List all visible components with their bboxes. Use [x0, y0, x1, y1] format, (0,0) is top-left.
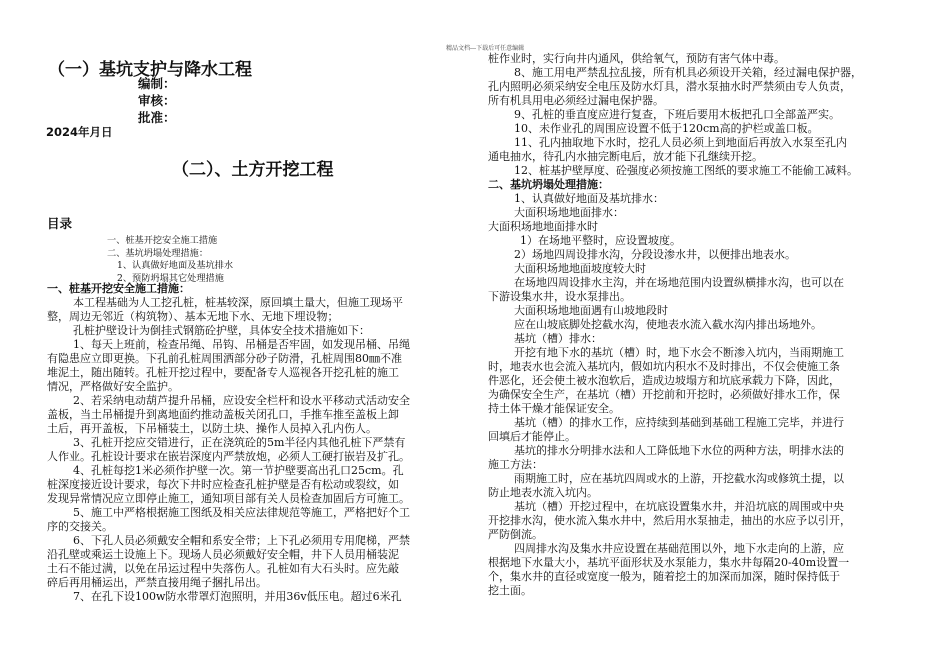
left-line-12: 人作业。孔桩设计要求在嵌岩深度内严禁放炮，必须人工硬打嵌岩及扩孔。: [47, 450, 410, 463]
right-line-5: 10、未作业孔的周围应设置不低于120cm高的护栏或盖口板。: [514, 122, 819, 135]
section-title-2: （二）、土方开挖工程: [172, 160, 334, 180]
left-line-20: 土石不能过满，以免在吊运过程中失落伤人。孔桩如有大石头时。应先敲: [47, 562, 399, 575]
header-note: 精品文档---下载后可任意编辑: [446, 45, 525, 52]
right-line-32: 基坑（槽）开挖过程中，在坑底设置集水井，并沿坑底的周围或中央: [514, 500, 844, 513]
right-line-23: 件恶化，还会使土被水泡软后，造成边坡塌方和坑底承载力下降，因此，: [488, 374, 840, 387]
right-line-21: 开挖有地下水的基坑（槽）时，地下水会不断渗入坑内，当雨期施工: [514, 346, 844, 359]
left-line-4: 1、每天上班前，检查吊绳、吊钩、吊桶是否牢固，如发现吊桶、吊绳: [73, 338, 410, 351]
right-line-6: 11、孔内抽取地下水时，挖孔人员必须上到地面后再放入水泵至孔内: [514, 136, 847, 149]
left-line-22: 7、在孔下设100w防水带罩灯泡照明，并用36v低压电。超过6米孔: [73, 590, 402, 603]
left-line-11: 3、孔桩开挖应交错进行，正在浇筑砼的5m半径内其他孔桩下严禁有: [73, 436, 406, 449]
right-line-36: 根据地下水量大小，基坑平面形状及水泵能力，集水井每隔20-40m设置一: [488, 556, 850, 569]
right-line-14: 2）场地四周设排水沟，分段设渗水井，以便排出地表水。: [514, 248, 796, 261]
left-line-15: 发现异常情况应立即停止施工，通知项目部有关人员检查加固后方可施工。: [47, 492, 410, 505]
right-line-28: 基坑的排水分明排水法和人工降低地下水位的两种方法，明排水法的: [514, 444, 844, 457]
left-line-19: 沿孔壁或乘运土设施上下。现场人员必须戴好安全帽，井下人员用桶装泥: [47, 548, 399, 561]
right-line-8: 12、桩基护壁厚度、砼强度必须按施工图纸的要求施工不能偷工减料。: [514, 164, 858, 177]
right-line-31: 防止地表水流入坑内。: [488, 486, 598, 499]
left-line-21: 碎后再用桶运出，严禁直接用绳子捆扎吊出。: [47, 576, 267, 589]
right-line-18: 大面积场地地面遇有山坡地段时: [514, 304, 668, 317]
right-line-4: 9、孔桩的垂直度应进行复查，下班后要用木板把孔口全部盖严实。: [514, 108, 840, 121]
right-line-37: 个，集水井的直径或宽度一般为，随着挖土的加深而加深，随时保持低于: [488, 570, 840, 583]
right-line-19: 应在山坡底脚处挖截水沟，使地表水流入截水沟内排出场地外。: [514, 318, 822, 331]
left-line-17: 序的交接关。: [47, 520, 113, 533]
right-line-35: 四周排水沟及集水井应设置在基础范围以外，地下水走向的上游，应: [514, 542, 844, 555]
document-date: 2024年月日: [46, 125, 113, 139]
right-line-7: 通电抽水，待孔内水抽完断电后，放才能下孔继续开挖。: [488, 150, 763, 163]
toc-item: 一、桩基开挖安全施工措施: [107, 235, 218, 246]
left-line-7: 情况，严格做好安全监护。: [47, 380, 179, 393]
left-line-9: 盖板，当土吊桶提升到离地面约推动盖板关闭孔口，手推车推至盖板上卸: [47, 408, 399, 421]
right-line-15: 大面积场地地面坡度较大时: [514, 262, 646, 275]
right-line-0: 桩作业时，实行向井内通风，供给氧气，预防有害气体中毒。: [488, 52, 785, 65]
toc-heading: 目录: [47, 216, 73, 231]
left-line-18: 6、下孔人员必须戴安全帽和系安全带；上下孔必须用专用爬梯，严禁: [73, 534, 410, 547]
left-line-5: 有隐患应立即更换。下孔前孔桩周围洒部分砂子防滑，孔桩周围80㎜不准: [47, 352, 402, 365]
sign-line-reviewed: 审核：: [138, 93, 176, 108]
right-line-34: 严防倒流。: [488, 528, 543, 541]
section-title-1: （一）基坑支护与降水工程: [48, 60, 252, 80]
toc-item: 2、预防坍塌其它处理措施: [117, 273, 224, 284]
right-line-10: 1、认真做好地面及基坑排水：: [514, 192, 664, 205]
right-line-12: 大面积场地地面排水时: [488, 220, 598, 233]
sign-line-approved: 批准：: [138, 110, 176, 125]
right-line-27: 回填后才能停止。: [488, 430, 576, 443]
right-line-2: 孔内照明必须采纳安全电压及防水灯具，潜水泵抽水时严禁须由专人负责，: [488, 80, 851, 93]
left-line-1: 本工程基础为人工挖孔桩，桩基较深，原回填土量大，但施工现场平: [73, 296, 403, 309]
right-line-13: 1）在场地平整时，应设置坡度。: [520, 234, 681, 247]
right-line-30: 雨期施工时，应在基坑四周或水的上游，开挖截水沟或修筑土提，以: [514, 472, 844, 485]
right-line-26: 基坑（槽）的排水工作，应持续到基础到基础工程施工完毕，并进行: [514, 416, 844, 429]
right-line-38: 挖土面。: [488, 584, 532, 597]
right-line-24: 为确保安全生产，在基坑（槽）开挖前和开挖时，必须做好排水工作，保: [488, 388, 840, 401]
right-line-9: 二、基坑坍塌处理措施：: [488, 178, 609, 191]
left-line-16: 5、施工中严格根据施工图纸及相关应法律规范等施工，严格把好个工: [73, 506, 410, 519]
left-line-10: 土后，再开盖板，下吊桶装土，以防土块、操作人员掉入孔内伤人。: [47, 422, 377, 435]
left-line-8: 2、若采纳电动葫芦提升吊桶，应设安全栏杆和设水平移动式活动安全: [73, 394, 410, 407]
right-line-29: 施工方法：: [488, 458, 543, 471]
left-line-2: 整，周边无邻近（构筑物）、基本无地下水、无地下埋设物；: [47, 310, 339, 323]
right-line-33: 开挖排水沟，使水流入集水井中，然后用水泵抽走，抽出的水应予以引开，: [488, 514, 851, 527]
right-line-3: 所有机具用电必须经过漏电保护器。: [488, 94, 664, 107]
right-line-17: 下游设集水井，设水泵排出。: [488, 290, 631, 303]
right-line-1: 8、施工用电严禁乱拉乱接，所有机具必须设开关箱，经过漏电保护器，: [514, 66, 862, 79]
left-line-6: 堆泥土，随出随转。孔桩开挖过程中，要配备专人巡视各开挖孔桩的施工: [47, 366, 399, 379]
right-line-22: 时，地表水也会流入基坑内，假如坑内积水不及时排出，不仅会使施工条: [488, 360, 840, 373]
right-line-16: 在场地四周设排水主沟，并在场地范围内设置纵横排水沟，也可以在: [514, 276, 844, 289]
left-line-3: 孔桩护壁设计为倒挂式钢筋砼护壁，具体安全技术措施如下：: [73, 324, 370, 337]
right-line-20: 基坑（槽）排水：: [514, 332, 602, 345]
toc-item: 1、认真做好地面及基坑排水: [117, 260, 234, 271]
right-line-11: 大面积场地地面排水：: [514, 206, 624, 219]
right-line-25: 持土体干燥才能保证安全。: [488, 402, 620, 415]
sign-line-compiled: 编制：: [138, 76, 176, 91]
toc-item: 二、基坑坍塌处理措施：: [107, 248, 209, 259]
left-line-0: 一、桩基开挖安全施工措施：: [47, 282, 190, 295]
left-line-14: 桩深度接近设计要求，每次下井时应检查孔桩护壁是否有松动或裂纹，如: [47, 478, 399, 491]
left-line-13: 4、孔桩每挖1米必须作护壁一次。第一节护壁要高出孔口25cm。孔: [73, 464, 404, 477]
